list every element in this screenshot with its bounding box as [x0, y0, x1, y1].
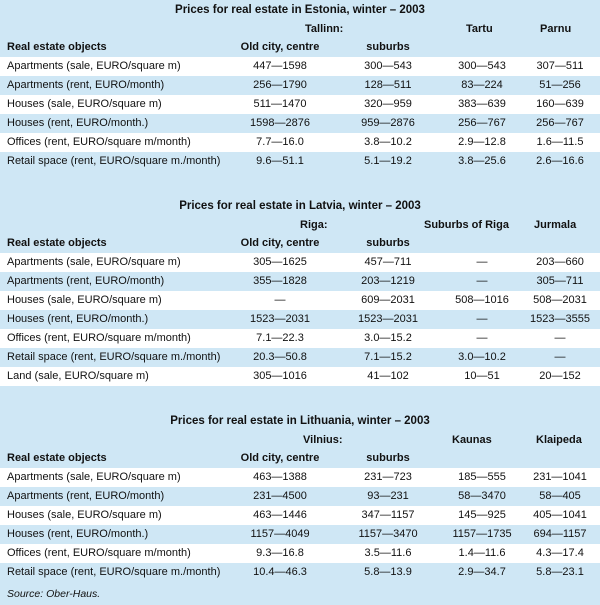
- estonia-header-old-city: Old city, centre: [240, 41, 320, 53]
- lithuania-group-header: [0, 431, 600, 449]
- price-cell: 405—1041: [533, 509, 587, 521]
- price-cell: 9.3—16.8: [256, 547, 304, 559]
- lithuania-section: [0, 411, 600, 582]
- latvia-header-old-city: Old city, centre: [240, 237, 320, 249]
- table-row: [0, 563, 600, 582]
- price-cell: 2.9—34.7: [458, 566, 506, 578]
- estonia-header-suburbs: suburbs: [366, 41, 410, 53]
- table-row: [0, 272, 600, 291]
- price-cell: —: [476, 313, 488, 325]
- row-label: Apartments (rent, EURO/month): [7, 490, 165, 502]
- row-label: Apartments (rent, EURO/month): [7, 275, 165, 287]
- price-cell: 185—555: [458, 471, 506, 483]
- table-row: [0, 95, 600, 114]
- estonia-group-tallinn: Tallinn:: [305, 23, 344, 35]
- row-label: Houses (rent, EURO/month.): [7, 117, 149, 129]
- price-cell: 305—1625: [253, 256, 307, 268]
- price-cell: 1157—1735: [452, 528, 512, 540]
- price-cell: 41—102: [367, 370, 409, 382]
- price-cell: 10—51: [464, 370, 500, 382]
- row-label: Offices (rent, EURO/square m/month): [7, 136, 191, 148]
- lithuania-rows: [0, 468, 600, 582]
- price-cell: 1523—2031: [358, 313, 418, 325]
- price-cell: 959—2876: [361, 117, 415, 129]
- table-row: [0, 114, 600, 133]
- table-row: [0, 348, 600, 367]
- price-cell: 7.1—15.2: [364, 351, 412, 363]
- estonia-header-objects: Real estate objects: [7, 41, 107, 53]
- price-cell: 5.1—19.2: [364, 155, 412, 167]
- price-cell: 347—1157: [361, 509, 415, 521]
- estonia-group-parnu: Parnu: [540, 23, 572, 35]
- latvia-group-header: [0, 216, 600, 234]
- latvia-header-suburbs: suburbs: [366, 237, 410, 249]
- row-label: Retail space (rent, EURO/square m./month): [7, 351, 221, 363]
- price-cell: 3.0—10.2: [458, 351, 506, 363]
- price-cell: 9.6—51.1: [256, 155, 304, 167]
- row-label: Houses (sale, EURO/square m): [7, 509, 162, 521]
- price-cell: 457—711: [364, 256, 412, 268]
- row-label: Houses (rent, EURO/month.): [7, 313, 149, 325]
- lithuania-group-klaipeda: Klaipeda: [536, 434, 582, 446]
- price-cell: 694—1157: [533, 528, 587, 540]
- price-cell: —: [476, 256, 488, 268]
- row-label: Houses (sale, EURO/square m): [7, 294, 162, 306]
- price-cell: 305—711: [536, 275, 584, 287]
- price-cell: 3.5—11.6: [364, 547, 412, 559]
- price-cell: 508—2031: [533, 294, 587, 306]
- table-row: [0, 253, 600, 272]
- lithuania-header-objects: Real estate objects: [7, 452, 107, 464]
- row-label: Apartments (sale, EURO/square m): [7, 60, 181, 72]
- table-row: [0, 57, 600, 76]
- estonia-group-header: [0, 20, 600, 38]
- price-cell: 83—224: [461, 79, 503, 91]
- row-label: Retail space (rent, EURO/square m./month): [7, 155, 221, 167]
- price-cell: —: [476, 332, 488, 344]
- price-cell: 231—723: [364, 471, 412, 483]
- row-label: Houses (rent, EURO/month.): [7, 528, 149, 540]
- table-row: [0, 544, 600, 563]
- price-cell: 256—767: [536, 117, 584, 129]
- price-cell: 1598—2876: [250, 117, 310, 129]
- estonia-rows: [0, 57, 600, 171]
- row-label: Land (sale, EURO/square m): [7, 370, 149, 382]
- price-cell: 300—543: [364, 60, 412, 72]
- price-cell: 609—2031: [361, 294, 415, 306]
- latvia-title: Prices for real estate in Latvia, winter – 2003: [0, 196, 600, 216]
- row-label: Apartments (sale, EURO/square m): [7, 256, 181, 268]
- price-cell: 1.6—11.5: [536, 136, 584, 148]
- latvia-column-header: [0, 234, 600, 253]
- price-cell: 1157—4049: [250, 528, 310, 540]
- price-cell: 7.1—22.3: [256, 332, 304, 344]
- table-row: [0, 329, 600, 348]
- lithuania-header-suburbs: suburbs: [366, 452, 410, 464]
- latvia-group-suburbs-riga: Suburbs of Riga: [424, 219, 509, 231]
- table-row: [0, 487, 600, 506]
- latvia-group-riga: Riga:: [300, 219, 328, 231]
- estonia-column-header: [0, 38, 600, 57]
- price-cell: 3.8—10.2: [364, 136, 412, 148]
- price-cell: 256—1790: [253, 79, 307, 91]
- price-cell: 447—1598: [253, 60, 307, 72]
- price-cell: 5.8—13.9: [364, 566, 412, 578]
- table-row: [0, 310, 600, 329]
- price-cell: 3.8—25.6: [458, 155, 506, 167]
- price-cell: 203—1219: [361, 275, 415, 287]
- price-cell: 463—1388: [253, 471, 307, 483]
- row-label: Offices (rent, EURO/square m/month): [7, 547, 191, 559]
- row-label: Apartments (rent, EURO/month): [7, 79, 165, 91]
- latvia-group-jurmala: Jurmala: [534, 219, 577, 231]
- row-label: Houses (sale, EURO/square m): [7, 98, 162, 110]
- price-cell: 160—639: [536, 98, 584, 110]
- price-cell: 256—767: [458, 117, 506, 129]
- row-label: Apartments (sale, EURO/square m): [7, 471, 181, 483]
- price-cell: 1157—3470: [358, 528, 418, 540]
- price-cell: —: [554, 332, 566, 344]
- price-cell: 355—1828: [253, 275, 307, 287]
- price-cell: 5.8—23.1: [536, 566, 584, 578]
- lithuania-title: Prices for real estate in Lithuania, winter – 2003: [0, 411, 600, 431]
- row-label: Offices (rent, EURO/square m/month): [7, 332, 191, 344]
- table-row: [0, 468, 600, 487]
- price-cell: 511—1470: [253, 98, 307, 110]
- price-cell: 1523—3555: [530, 313, 590, 325]
- lithuania-group-vilnius: Vilnius:: [303, 434, 343, 446]
- price-cell: 93—231: [367, 490, 409, 502]
- price-cell: 7.7—16.0: [256, 136, 304, 148]
- table-row: [0, 525, 600, 544]
- row-label: Retail space (rent, EURO/square m./month): [7, 566, 221, 578]
- estonia-title: Prices for real estate in Estonia, winter – 2003: [0, 0, 600, 20]
- latvia-header-objects: Real estate objects: [7, 237, 107, 249]
- price-cell: —: [274, 294, 286, 306]
- price-cell: 145—925: [458, 509, 506, 521]
- price-cell: 58—405: [539, 490, 581, 502]
- latvia-rows: [0, 253, 600, 386]
- price-cell: 231—4500: [253, 490, 307, 502]
- table-row: [0, 133, 600, 152]
- price-cell: 51—256: [539, 79, 581, 91]
- price-cell: 4.3—17.4: [536, 547, 584, 559]
- table-row: [0, 291, 600, 310]
- lithuania-header-old-city: Old city, centre: [240, 452, 320, 464]
- lithuania-column-header: [0, 449, 600, 468]
- table-row: [0, 76, 600, 95]
- price-cell: 20—152: [539, 370, 581, 382]
- price-cell: 128—511: [364, 79, 412, 91]
- price-cell: —: [476, 275, 488, 287]
- price-cell: 2.6—16.6: [536, 155, 584, 167]
- price-cell: —: [554, 351, 566, 363]
- price-cell: 383—639: [458, 98, 506, 110]
- lithuania-group-kaunas: Kaunas: [452, 434, 492, 446]
- source-note: Source: Ober-Haus.: [7, 588, 101, 600]
- price-cell: 1.4—11.6: [458, 547, 506, 559]
- table-row: [0, 506, 600, 525]
- price-cell: 307—511: [536, 60, 584, 72]
- price-cell: 305—1016: [253, 370, 307, 382]
- price-cell: 20.3—50.8: [253, 351, 307, 363]
- price-cell: 58—3470: [458, 490, 506, 502]
- latvia-section: [0, 196, 600, 386]
- price-cell: 10.4—46.3: [253, 566, 307, 578]
- price-cell: 3.0—15.2: [364, 332, 412, 344]
- estonia-group-tartu: Tartu: [466, 23, 493, 35]
- price-cell: 320—959: [364, 98, 412, 110]
- price-cell: 231—1041: [533, 471, 587, 483]
- price-cell: 2.9—12.8: [458, 136, 506, 148]
- price-cell: 1523—2031: [250, 313, 310, 325]
- estonia-section: [0, 0, 600, 171]
- table-row: [0, 367, 600, 386]
- price-cell: 203—660: [536, 256, 584, 268]
- table-row: [0, 152, 600, 171]
- price-cell: 463—1446: [253, 509, 307, 521]
- price-cell: 300—543: [458, 60, 506, 72]
- price-cell: 508—1016: [455, 294, 509, 306]
